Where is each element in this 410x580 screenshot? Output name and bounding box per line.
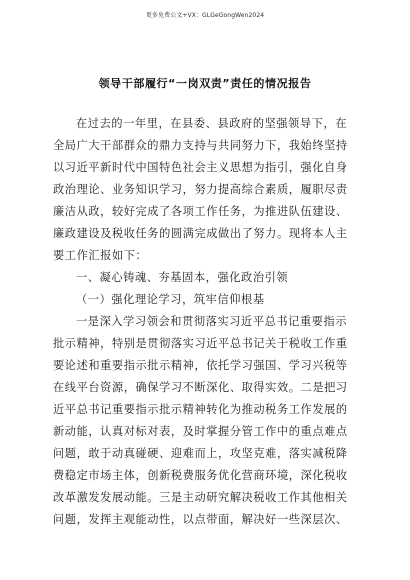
body-line: （一）强化理论学习，筑牢信仰根基 <box>76 293 265 306</box>
body-line: 以习近平新时代中国特色社会主义思想为指引，强化自身 <box>53 161 348 174</box>
body-line: 改革激发发展动能。三是主动研究解决税收工作其他相关 <box>53 491 348 504</box>
body-line: 在线平台资源，确保学习不断深化、取得实效。二是把习 <box>53 381 348 394</box>
header-note: 更多免费公文+VX：GLGeGongWen2024 <box>145 12 265 19</box>
body-line: 廉政建设及税收任务的圆满完成做出了努力。现将本人主 <box>53 227 348 240</box>
body-line: 全局广大干部群众的鼎力支持与共同努力下，我始终坚持 <box>53 139 348 152</box>
body-line: 要论述和重要指示批示精神，依托学习强国、学习兴税等 <box>53 359 348 372</box>
document-body <box>53 113 357 531</box>
body-line: 廉洁从政，较好完成了各项工作任务，为推进队伍建设、 <box>53 205 348 218</box>
body-line: 新动能，认真对标对表，及时掌握分管工作中的重点难点 <box>53 425 348 438</box>
body-line: 一、凝心铸魂、夯基固本，强化政治引领 <box>76 271 289 284</box>
body-line: 问题，发挥主观能动性，以点带面，解决好一些深层次、 <box>53 513 348 526</box>
body-line: 在过去的一年里，在县委、县政府的坚强领导下，在 <box>76 117 348 130</box>
body-line: 一是深入学习领会和贯彻落实习近平总书记重要指示 <box>76 315 348 328</box>
body-line: 要工作汇报如下： <box>53 249 148 262</box>
body-line: 问题，敢于动真碰硬、迎难而上，攻坚克难，落实减税降 <box>53 447 348 460</box>
body-line: 政治理论、业务知识学习，努力提高综合素质，履职尽责 <box>53 183 348 196</box>
document-title: 领导干部履行“一岗双责”责任的情况报告 <box>98 77 312 90</box>
body-line: 近平总书记重要指示批示精神转化为推动税务工作发展的 <box>53 403 348 416</box>
body-line: 费稳定市场主体，创新税费服务优化营商环境，深化税收 <box>53 469 348 482</box>
body-line: 批示精神，特别是贯彻落实习近平总书记关于税收工作重 <box>53 337 348 350</box>
